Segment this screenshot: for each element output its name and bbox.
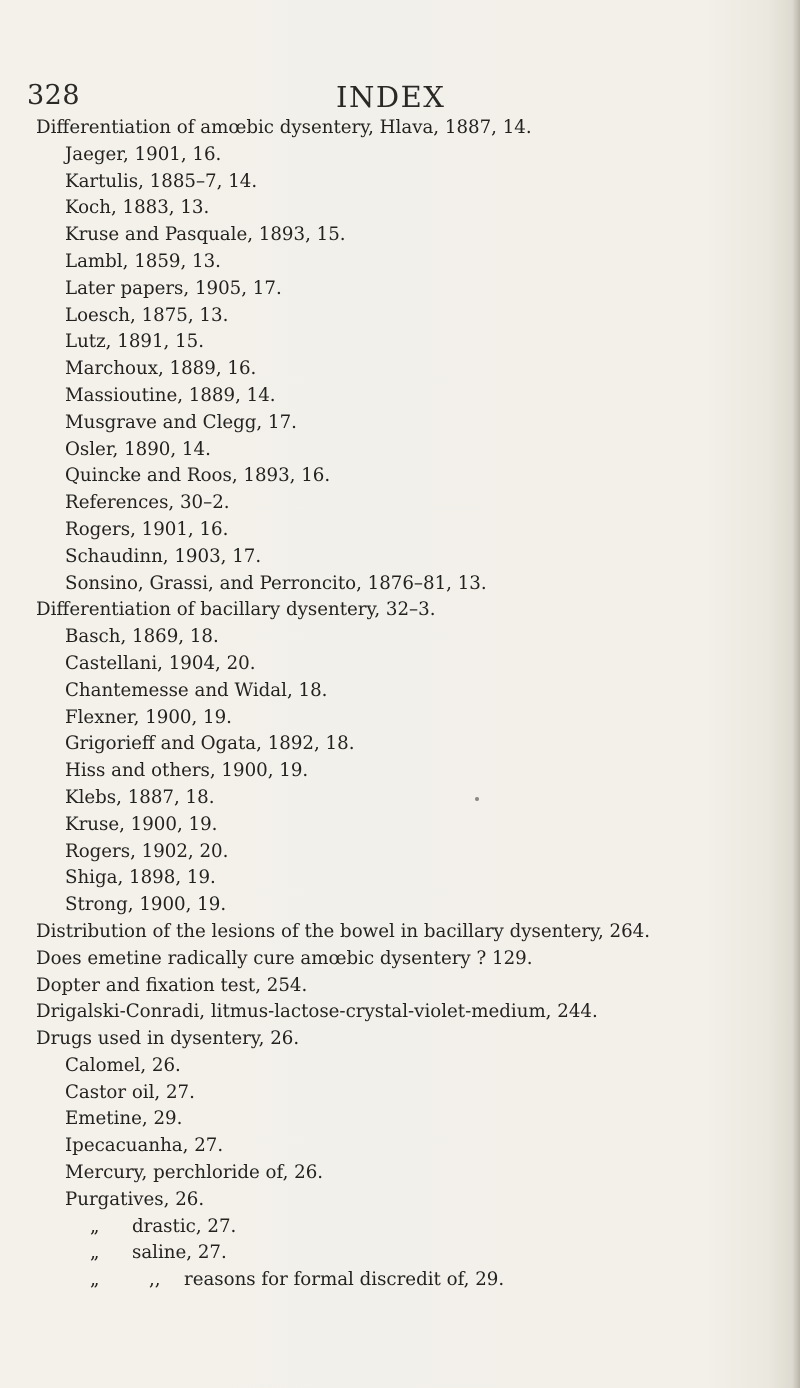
index-entry: Shiga, 1898, 19. — [65, 867, 216, 889]
index-entry: Marchoux, 1889, 16. — [65, 358, 257, 380]
ditto-entry-drastic — [36, 1214, 796, 1241]
index-entry: Basch, 1869, 18. — [65, 626, 219, 648]
page-number: 328 — [27, 80, 81, 111]
index-entry: Massioutine, 1889, 14. — [65, 384, 276, 406]
index-entry: Lambl, 1859, 13. — [65, 250, 221, 272]
index-entry: Differentiation of amœbic dysentery, Hlava, 1887, 14. — [36, 117, 532, 138]
index-entry: Strong, 1900, 19. — [65, 894, 227, 916]
ditto-mark: „ — [90, 1242, 100, 1264]
index-entry: Kruse, 1900, 19. — [65, 813, 218, 835]
subentry-text: saline, 27. — [132, 1242, 227, 1264]
index-entry: Does emetine radically cure amœbic dysentery ? 129. — [36, 947, 533, 969]
print-speck — [475, 797, 479, 801]
index-entry: Klebs, 1887, 18. — [65, 786, 215, 808]
index-entries — [36, 115, 796, 1294]
index-entry: Emetine, 29. — [65, 1108, 183, 1130]
index-entry: Castor oil, 27. — [65, 1081, 195, 1103]
index-entry: Sonsino, Grassi, and Perroncito, 1876–81, 13. — [65, 572, 487, 594]
index-entry: Distribution of the lesions of the bowel in bacillary dysentery, 264. — [36, 920, 651, 942]
index-entry: Jaeger, 1901, 16. — [65, 143, 222, 165]
ditto-mark: „ — [90, 1215, 100, 1237]
index-entry: Later papers, 1905, 17. — [65, 277, 282, 299]
index-entry: Musgrave and Clegg, 17. — [65, 411, 297, 433]
index-entry: Osler, 1890, 14. — [65, 438, 211, 460]
index-entry: Castellani, 1904, 20. — [65, 652, 256, 674]
index-entry: Purgatives, 26. — [65, 1188, 205, 1210]
index-entry: Koch, 1883, 13. — [65, 197, 210, 219]
index-entry: Kruse and Pasquale, 1893, 15. — [65, 224, 346, 246]
index-entry: Lutz, 1891, 15. — [65, 331, 205, 353]
index-entry: Chantemesse and Widal, 18. — [65, 679, 328, 701]
subentry-text: drastic, 27. — [132, 1215, 237, 1237]
index-entry: Dopter and fixation test, 254. — [36, 974, 308, 996]
index-entry: Rogers, 1902, 20. — [65, 840, 229, 862]
index-entry: Schaudinn, 1903, 17. — [65, 545, 262, 567]
index-entry: Kartulis, 1885–7, 14. — [65, 170, 258, 192]
index-entry: Rogers, 1901, 16. — [65, 518, 229, 540]
ditto-mark: ,, — [149, 1269, 161, 1291]
index-entry: Flexner, 1900, 19. — [65, 706, 232, 728]
index-entry: Drugs used in dysentery, 26. — [36, 1028, 300, 1050]
page-title: INDEX — [336, 80, 446, 114]
index-entry: Loesch, 1875, 13. — [65, 304, 229, 326]
ditto-entry-reasons — [36, 1267, 796, 1294]
index-entry: Differentiation of bacillary dysentery, 32–3. — [36, 599, 436, 621]
ditto-mark: „ — [90, 1269, 100, 1291]
index-entry: Quincke and Roos, 1893, 16. — [65, 465, 331, 487]
index-entry: Hiss and others, 1900, 19. — [65, 760, 309, 782]
index-entry: Grigorieff and Ogata, 1892, 18. — [65, 733, 355, 755]
index-entry: Calomel, 26. — [65, 1054, 181, 1076]
index-entry: Mercury, perchloride of, 26. — [65, 1162, 324, 1184]
index-entry: References, 30–2. — [65, 492, 230, 514]
index-entry: Drigalski-Conradi, litmus-lactose-crystal-violet-medium, 244. — [36, 1001, 598, 1023]
index-entry: Ipecacuanha, 27. — [65, 1135, 224, 1157]
subentry-text: reasons for formal discredit of, 29. — [184, 1269, 505, 1291]
ditto-entry-saline — [36, 1240, 796, 1267]
